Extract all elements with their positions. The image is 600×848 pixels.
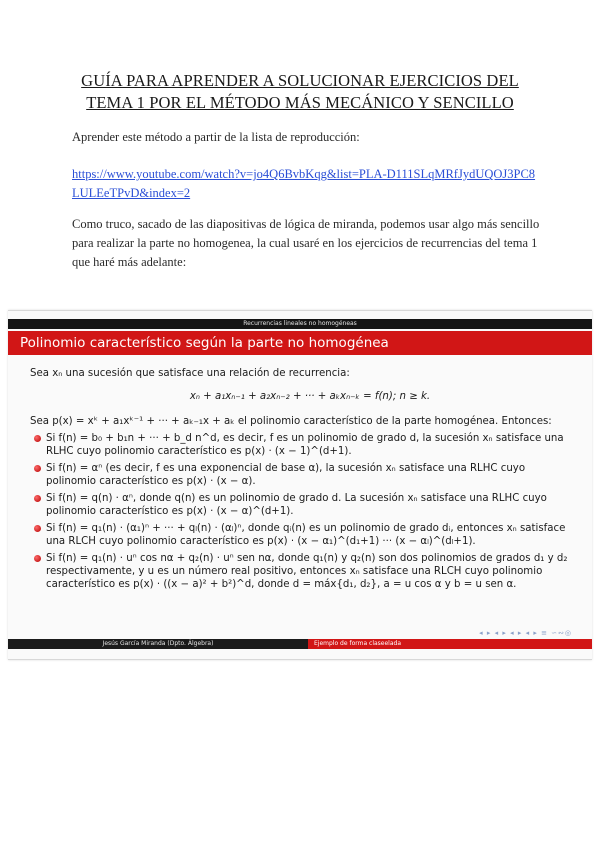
beamer-nav-icons: ◂ ▸ ◂ ▸ ◂ ▸ ◂ ▸ ≡ ∽∾◎: [479, 629, 572, 637]
slide-sentence-2: Sea p(x) = xᵏ + a₁xᵏ⁻¹ + ··· + aₖ₋₁x + aₖ el polinomio característico de la parte homogénea. Entonces:: [30, 416, 552, 427]
footer-author: Jesús García Miranda (Dpto. Álgebra): [8, 639, 308, 649]
bullet-list: [30, 432, 570, 591]
bullet-text: Si f(n) = αⁿ (es decir, f es una exponencial de base α), la sucesión xₙ satisface una RLHC cuyo polinomio característico es p(x) · (x − α).: [46, 463, 526, 487]
bullet-dot-icon: [34, 465, 41, 472]
bullet-text: Si f(n) = b₀ + b₁n + ··· + b_d n^d, es decir, f es un polinomio de grado d, la sucesión xₙ satisface una RLHC cuyo polinomio característico es p(x) · (x − 1)^(d+1).: [46, 433, 564, 457]
bullet-item: [30, 462, 570, 488]
trick-paragraph: Como truco, sacado de las diapositivas de lógica de miranda, podemos usar algo más sencillo para realizar la parte no homogenea, la cual usaré en los ejercicios de recurrencias del tema 1 que haré más adelante:: [72, 217, 540, 269]
bullet-item: [30, 432, 570, 458]
footer-section: Ejemplo de forma claseelada: [308, 639, 592, 649]
document-title: [40, 70, 560, 114]
slide-image: [8, 310, 592, 660]
slide-footer: [8, 639, 592, 649]
slide-body: [30, 367, 570, 591]
bullet-item: [30, 552, 570, 591]
bullet-dot-icon: [34, 495, 41, 502]
bullet-dot-icon: [34, 555, 41, 562]
title-line-1: GUÍA PARA APRENDER A SOLUCIONAR EJERCICIOS DEL: [81, 71, 519, 90]
playlist-link[interactable]: https://www.youtube.com/watch?v=jo4Q6BvbKqg&list=PLA-D111SLqMRfJydUQOJ3PC8LULEeTPvD&index=2: [72, 167, 536, 200]
slide-title: Polinomio característico según la parte no homogénea: [8, 331, 592, 355]
recurrence-formula: xₙ + a₁xₙ₋₁ + a₂xₙ₋₂ + ··· + aₖxₙ₋ₖ = f(n); n ≥ k.: [189, 391, 431, 402]
intro-text: Aprender este método a partir de la lista de reproducción:: [72, 130, 360, 144]
bullet-text: Si f(n) = q(n) · αⁿ, donde q(n) es un polinomio de grado d. La sucesión xₙ satisface una RLHC cuyo polinomio característico es p(x) · (x − α)^(d+1).: [46, 493, 547, 517]
bullet-dot-icon: [34, 525, 41, 532]
bullet-text: Si f(n) = q₁(n) · (α₁)ⁿ + ··· + qₗ(n) · (αₗ)ⁿ, donde qᵢ(n) es un polinomio de grado dᵢ, entonces xₙ satisface una RLCH cuyo polinomio característico es p(x) · (x − α₁)^(d₁+1) ··· (x − αₗ)^(dₗ+1).: [46, 523, 566, 547]
slide-sentence-1: Sea xₙ una sucesión que satisface una relación de recurrencia:: [30, 368, 350, 379]
bullet-item: [30, 492, 570, 518]
bullet-text: Si f(n) = q₁(n) · uⁿ cos nα + q₂(n) · uⁿ sen nα, donde q₁(n) y q₂(n) son dos polinomios de grados d₁ y d₂ respectivamente, y u es un número real positivo, entonces xₙ satisface una RLCH cuyo polinomio característico es p(x) · ((x − a)² + b²)^d, donde d = máx{d₁, d₂}, a = u cos α y b = u sen α.: [46, 553, 568, 590]
slide-top-bar: Recurrencias lineales no homogéneas: [8, 319, 592, 329]
bullet-item: [30, 522, 570, 548]
title-line-2: TEMA 1 POR EL MÉTODO MÁS MECÁNICO Y SENCILLO: [86, 93, 514, 112]
bullet-dot-icon: [34, 435, 41, 442]
